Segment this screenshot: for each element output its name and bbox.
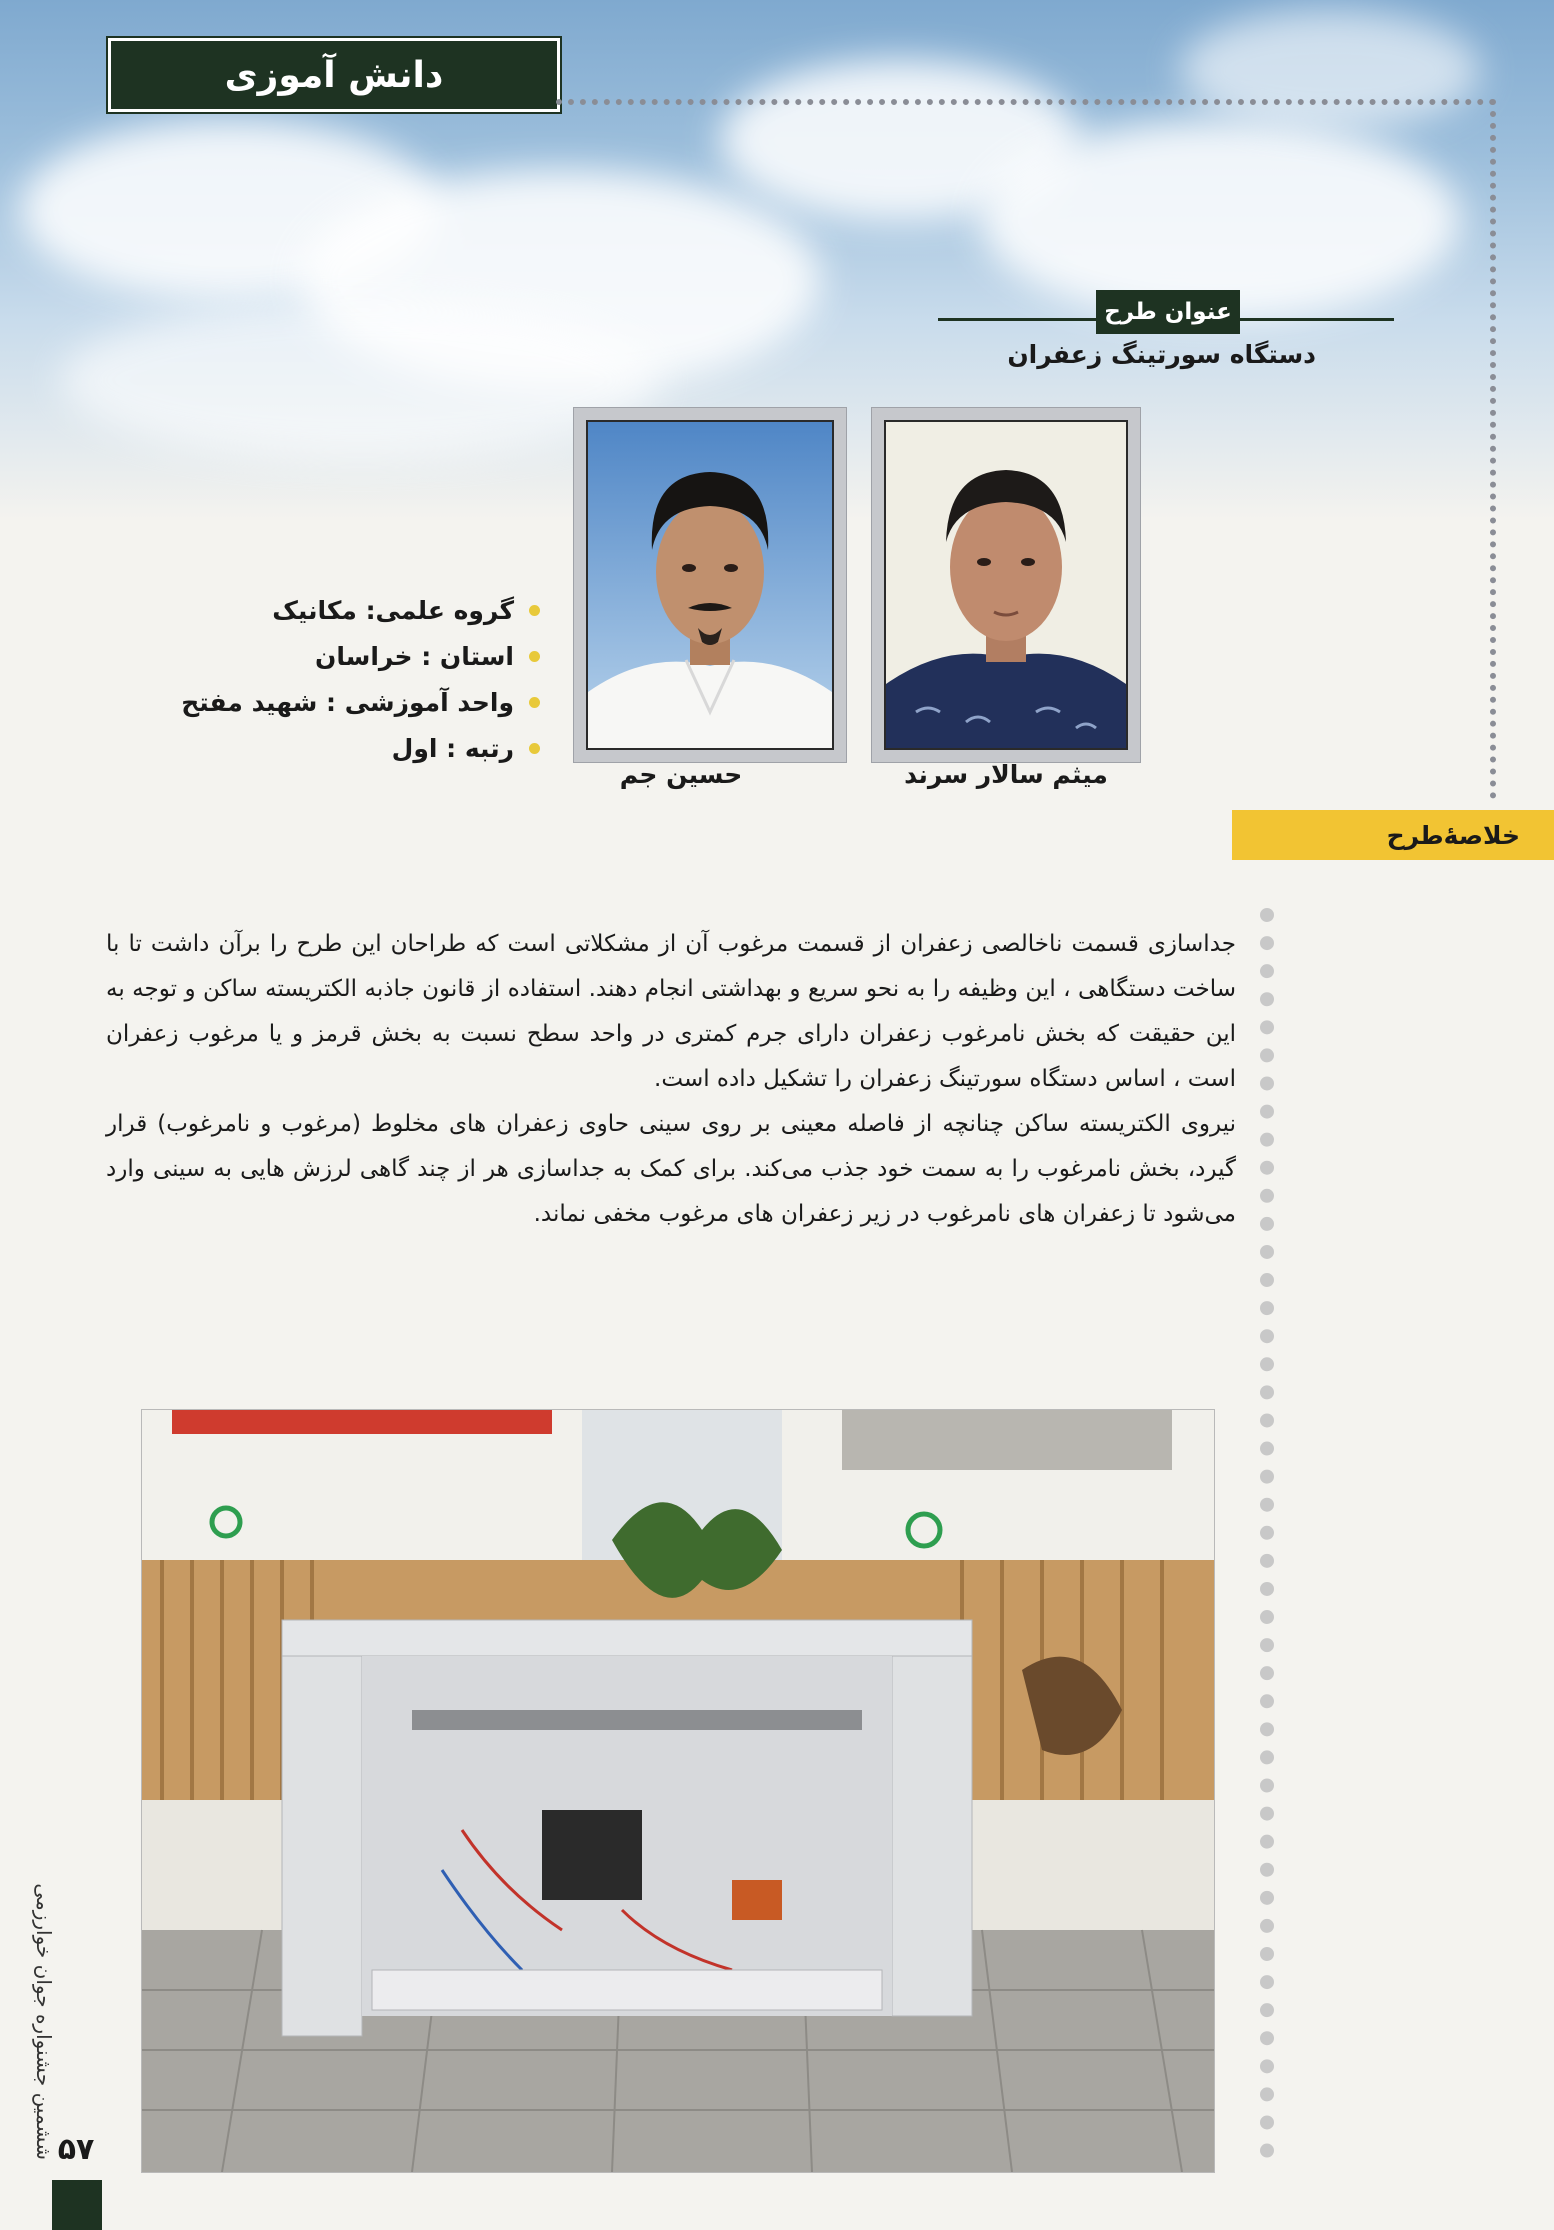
- info-item: استان : خراسان: [160, 634, 540, 680]
- info-item: واحد آموزشی : شهید مفتح: [160, 680, 540, 726]
- page-number-bar: [52, 2180, 102, 2230]
- section-label: دانش آموزی: [108, 38, 560, 112]
- right-dotted-border: [1490, 99, 1496, 799]
- info-list: [160, 588, 540, 772]
- title-label: عنوان طرح: [1096, 290, 1240, 334]
- summary-paragraph-2: نیروی الکتریسته ساکن چنانچه از فاصله معینی بر روی سینی حاوی زعفران های مخلوط (مرغوب و نامرغوب) قرار گیرد، بخش نامرغوب را به سمت خود جذب می‌کند. برای کمک به جداسازی هر از چند گاهی لرزش هایی به سینی وارد می‌شود تا زعفران های نامرغوب در زیر زعفران های مرغوب مخفی نماند.: [106, 1111, 1236, 1227]
- info-item: رتبه : اول: [160, 726, 540, 772]
- text-dotted-border: [1260, 908, 1274, 2158]
- student-portrait-1: [884, 420, 1128, 750]
- student-name-2: حسین جم: [619, 760, 743, 789]
- info-item: گروه علمی: مکانیک: [160, 588, 540, 634]
- student-name-1: میثم سالار سرند: [904, 760, 1108, 789]
- project-title: دستگاه سورتینگ زعفران: [1007, 340, 1316, 369]
- bullet-icon: [529, 697, 540, 708]
- publication-name: ششمین جشنواره جوان خوارزمی: [32, 1883, 56, 2160]
- top-dotted-border: [556, 99, 1496, 105]
- student-portrait-2: [586, 420, 834, 750]
- student-photo-2: [574, 408, 846, 762]
- student-photo-1: [872, 408, 1140, 762]
- bullet-icon: [529, 651, 540, 662]
- summary-paragraph-1: جداسازی قسمت ناخالصی زعفران از قسمت مرغوب آن از مشکلاتی است که طراحان این طرح را برآن داشت تا با ساخت دستگاهی ، این وظیفه را به نحو سریع و بهداشتی انجام دهند. استفاده از قانون جاذبه الکتریسته ساکن و توجه به این حقیقت که بخش نامرغوب زعفران دارای جرم کمتری در واحد سطح نسبت به بخش قرمز و یا مرغوب زعفران است ، اساس دستگاه سورتینگ زعفران را تشکیل داده است.: [106, 931, 1236, 1092]
- summary-body: [106, 922, 1236, 1237]
- machine-photo: [142, 1410, 1214, 2172]
- page-number: ۵۷: [57, 2132, 95, 2167]
- summary-label: [1232, 810, 1554, 860]
- summary-label-text: خلاصهٔ‌طرح: [1386, 820, 1520, 850]
- bullet-icon: [529, 605, 540, 616]
- bullet-icon: [529, 743, 540, 754]
